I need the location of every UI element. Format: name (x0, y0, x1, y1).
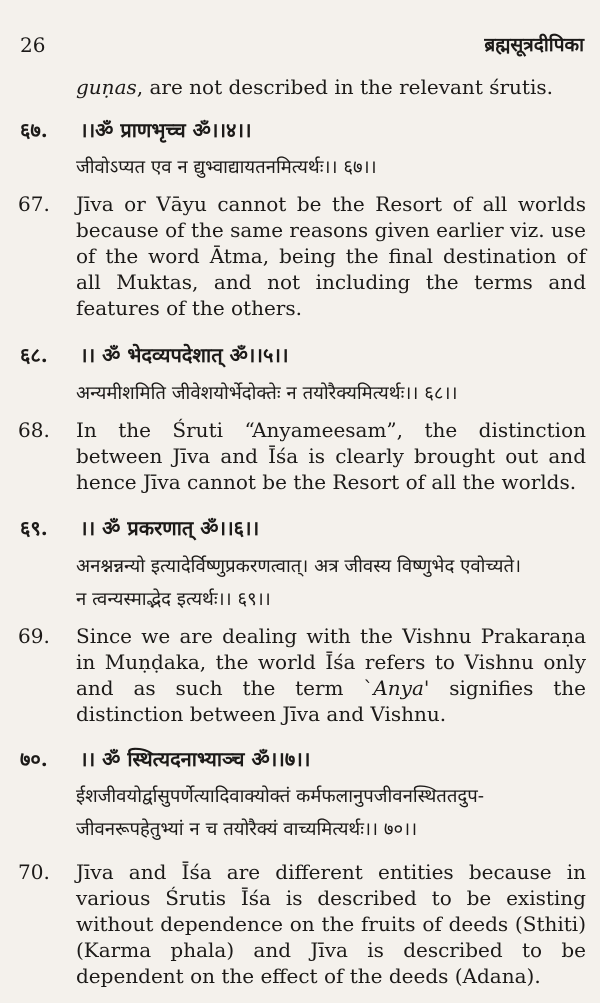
running-title: ब्रह्मसूत्रदीपिका (484, 34, 584, 56)
commentary-line: ईशजीवयोर्द्वासुपर्णेत्यादिवाक्योक्तं कर्मफलानुपजीवनस्थिततदुप- (76, 786, 484, 807)
lead-rest: , are not described in the relevant śrutis. (136, 75, 553, 99)
paragraph-text-part: ' signifies the distinction between Jīva and Vishnu. (76, 676, 586, 726)
paragraph-number: 67. (18, 192, 50, 216)
paragraph-number: 68. (18, 418, 50, 442)
paragraph-text (76, 623, 586, 727)
paragraph-text: In the Śruti “Anyameesam”, the distinction between Jīva and Īśa is clearly brought out and hence Jīva cannot be the Resort of all the worlds. (76, 418, 586, 494)
sutra-number: ६९. (20, 516, 48, 540)
paragraph-number: 69. (18, 624, 50, 648)
commentary-line: अन्यमीशमिति जीवेशयोर्भेदोक्तेः न तयोरैक्यमित्यर्थः।। ६८।। (76, 383, 458, 404)
paragraph-text-part: Since we are dealing with the Vishnu Prakaraṇa in Muṇḍaka, the world Īśa refers to Vishnu only and as such the term ` (76, 624, 586, 700)
lead-line (76, 74, 553, 100)
sutra-text: ।। ॐ प्रकरणात् ॐ।।६।। (80, 516, 260, 540)
commentary-line: जीवनरूपहेतुभ्यां न च तयोरैक्यं वाच्यमित्यर्थः।। ७०।। (76, 819, 418, 840)
sutra-text: ।।ॐ प्राणभृच्च ॐ।।४।। (80, 118, 252, 142)
paragraph-number: 70. (18, 860, 50, 884)
page-number: 26 (20, 33, 46, 57)
sutra-number: ७०. (20, 747, 48, 771)
paragraph-text: Jīva and Īśa are different entities because in various Śrutis Īśa is described to be existing without dependence on the fruits of deeds (Sthiti) (Karma phala) and Jīva is described to be dependent on the effect of the deeds (Adana). (76, 860, 586, 988)
paragraph-text: Jīva or Vāyu cannot be the Resort of all worlds because of the same reasons given earlier viz. use of the word Ātma, being the final destination of all Muktas, and not including the terms and features of the others. (76, 192, 586, 320)
commentary-line: जीवोऽप्यत एव न द्युभ्वाद्यायतनमित्यर्थः।। ६७।। (76, 157, 377, 178)
sutra-number: ६७. (20, 118, 48, 142)
sutra-text: ।। ॐ स्थित्यदनाभ्याञ्च ॐ।।७।। (80, 747, 311, 771)
sutra-number: ६८. (20, 343, 48, 367)
commentary-line: न त्वन्यस्माद्भेद इत्यर्थः।। ६९।। (76, 589, 271, 610)
lead-italic: guṇas (76, 75, 137, 99)
paragraph-italic-term: Anya (373, 676, 424, 700)
sutra-text: ।। ॐ भेदव्यपदेशात् ॐ।।५।। (80, 343, 289, 367)
commentary-line: अनश्नन्नन्यो इत्यादेर्विष्णुप्रकरणत्वात्। अत्र जीवस्य विष्णुभेद एवोच्यते। (76, 556, 522, 577)
